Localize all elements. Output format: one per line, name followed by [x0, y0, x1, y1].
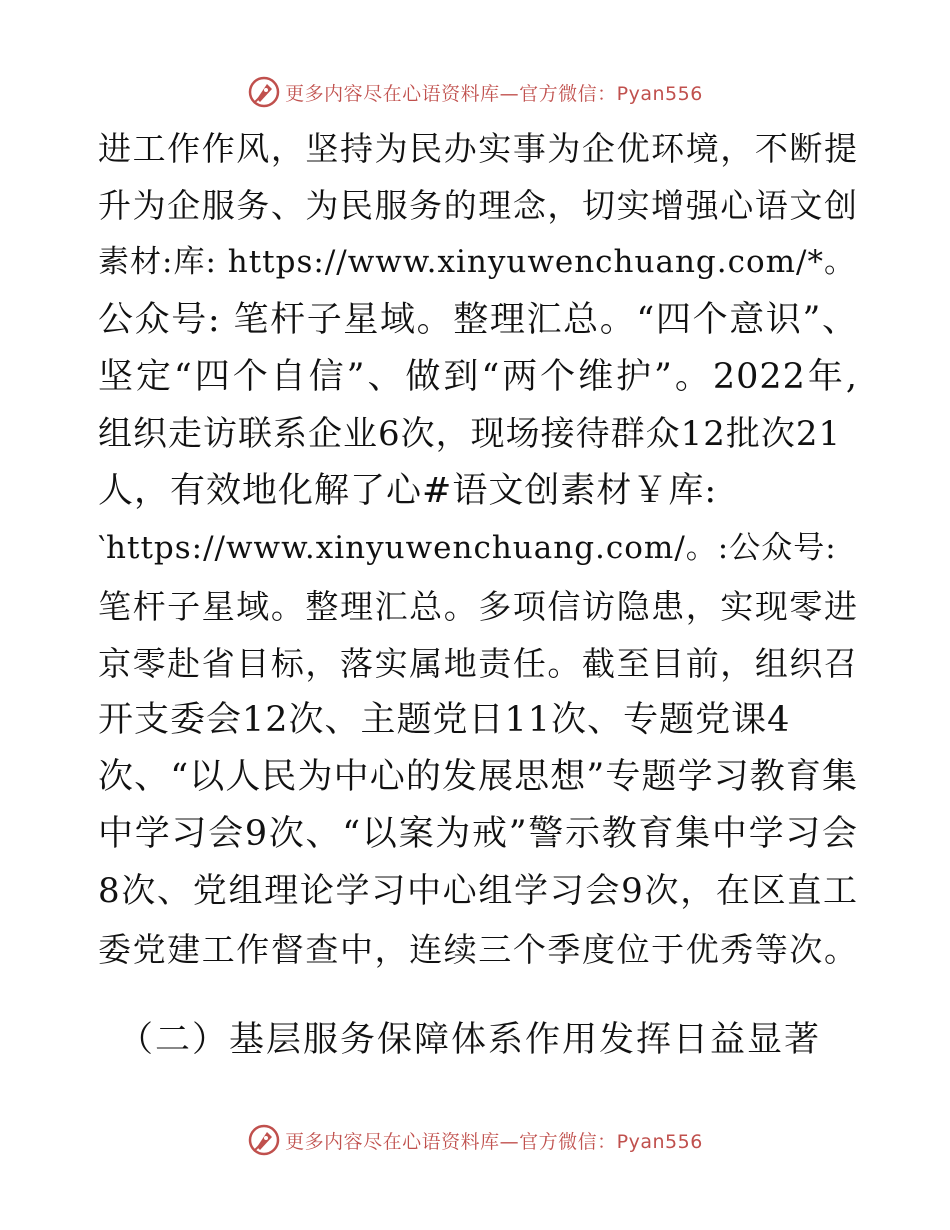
body-line: 京零赴省目标，落实属地责任。截至目前，组织召: [98, 643, 858, 683]
pen-nib-logo-icon: [247, 1123, 281, 1157]
body-line: 坚定“四个自信”、做到“两个维护”。2022年,: [98, 356, 858, 397]
body-line: 升为企服务、为民服务的理念，切实增强心语文创: [98, 186, 858, 226]
body-line: 次、“以人民为中心的发展思想”专题学习教育集: [98, 757, 858, 798]
body-line: 组织走访联系企业6次，现场接待群众12批次21: [98, 413, 842, 454]
document-body: [98, 120, 858, 978]
body-line: 8次、党组理论学习中心组学习会9次，在区直工: [98, 871, 858, 912]
watermark-text: 更多内容尽在心语资料库—官方微信：Pyan556: [285, 1130, 703, 1153]
body-line: 人，有效地化解了心#语文创素材￥库:: [98, 471, 718, 512]
header-watermark: [0, 74, 950, 110]
body-line: 素材:库: https://www.xinyuwenchuang.com/*。: [98, 244, 856, 281]
body-line: 中学习会9次、“以案为戒”警示教育集中学习会: [98, 814, 858, 855]
body-line: 委党建工作督查中，连续三个季度位于优秀等次。: [98, 929, 858, 969]
section-heading: （二）基层服务保障体系作用发挥日益显著: [118, 1020, 822, 1060]
footer-watermark: [0, 1122, 950, 1158]
pen-nib-logo-icon: [247, 75, 281, 109]
body-line: 开支委会12次、主题党日11次、专题党课4: [98, 699, 791, 740]
body-line: 进工作作风，坚持为民办实事为企优环境，不断提: [98, 129, 858, 168]
body-line: 笔杆子星域。整理汇总。多项信访隐患，实现零进: [98, 586, 858, 626]
body-line: ‵https://www.xinyuwenchuang.com/。:公众号:: [98, 530, 837, 567]
watermark-text: 更多内容尽在心语资料库—官方微信：Pyan556: [285, 82, 703, 105]
body-line: 公众号: 笔杆子星域。整理汇总。“四个意识”、: [98, 299, 858, 340]
